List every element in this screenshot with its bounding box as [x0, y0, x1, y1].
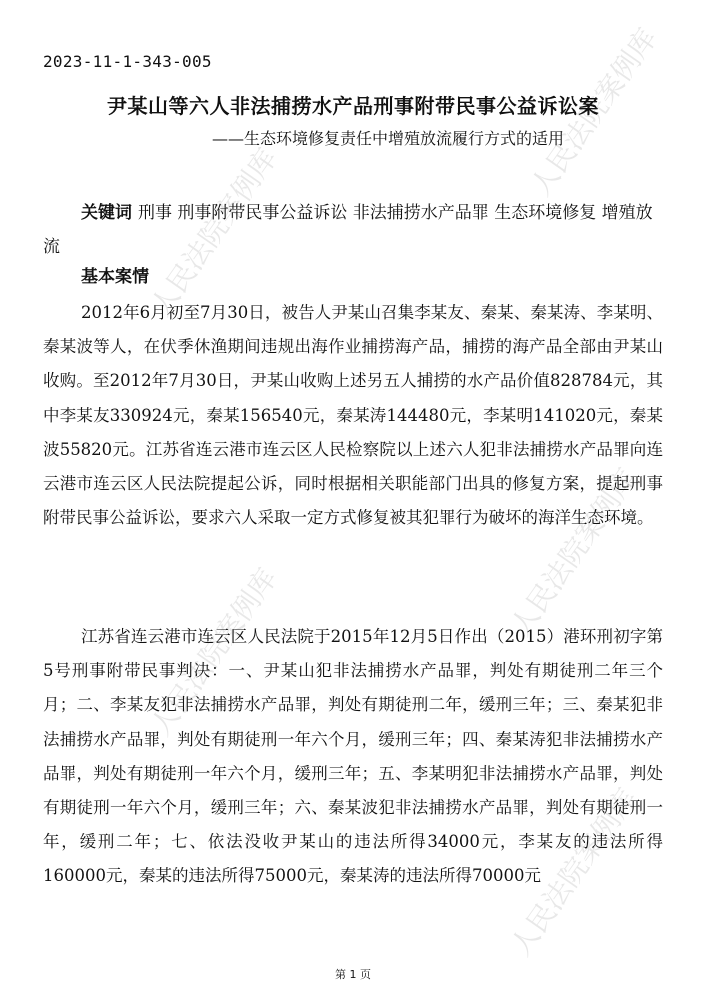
watermark: 人民法院案例库 — [144, 562, 284, 742]
watermark: 人民法院案例库 — [504, 782, 644, 962]
keywords-label: 关键词 — [81, 203, 132, 223]
watermark: 人民法院案例库 — [524, 22, 664, 202]
section-heading: 基本案情 — [81, 267, 149, 287]
watermark: 人民法院案例库 — [144, 142, 284, 322]
body-paragraph: 2012年6月初至7月30日，被告人尹某山召集李某友、秦某、秦某涛、李某明、秦某波等人，在伏季休渔期间违规出海作业捕捞海产品，捕捞的海产品全部由尹某山收购。至2012年7月30日，尹某山收购上述另五人捕捞的水产品价值828784元，其中李某友330924元，秦某156540元，秦某涛144480元，李某明141020元，秦某波55820元。江苏省连云港市连云区人民检察院以上述六人犯非法捕捞水产品罪向连云港市连云区人民法院提起公诉，同时根据相关职能部门出具的修复方案，提起刑事附带民事公益诉讼，要求六人采取一定方式修复被其犯罪行为破坏的海洋生态环境。 — [43, 303, 663, 528]
watermark: 人民法院案例库 — [504, 462, 644, 642]
document-id: 2023-11-1-343-005 — [43, 52, 212, 71]
keywords-text: 刑事 刑事附带民事公益诉讼 非法捕捞水产品罪 生态环境修复 增殖放流 — [43, 203, 653, 257]
page-number: 第 1 页 — [335, 968, 371, 981]
body-paragraph: 江苏省连云港市连云区人民法院于2015年12月5日作出（2015）港环刑初字第5号刑事附带民事判决：一、尹某山犯非法捕捞水产品罪，判处有期徒刑二年三个月；二、李某友犯非法捕捞水产品罪，判处有期徒刑二年，缓刑三年；三、秦某犯非法捕捞水产品罪，判处有期徒刑一年六个月，缓刑三年；四、秦某涛犯非法捕捞水产品罪，判处有期徒刑一年六个月，缓刑三年；五、李某明犯非法捕捞水产品罪，判处有期徒刑一年六个月，缓刑三年；六、秦某波犯非法捕捞水产品罪，判处有期徒刑一年，缓刑二年；七、依法没收尹某山的违法所得34000元，李某友的违法所得160000元，秦某的违法所得75000元，秦某涛的违法所得70000元 — [43, 627, 663, 886]
case-title: 尹某山等六人非法捕捞水产品刑事附带民事公益诉讼案 — [107, 94, 599, 118]
keywords-block — [43, 196, 658, 264]
case-subtitle: ——生态环境修复责任中增殖放流履行方式的适用 — [211, 129, 564, 148]
